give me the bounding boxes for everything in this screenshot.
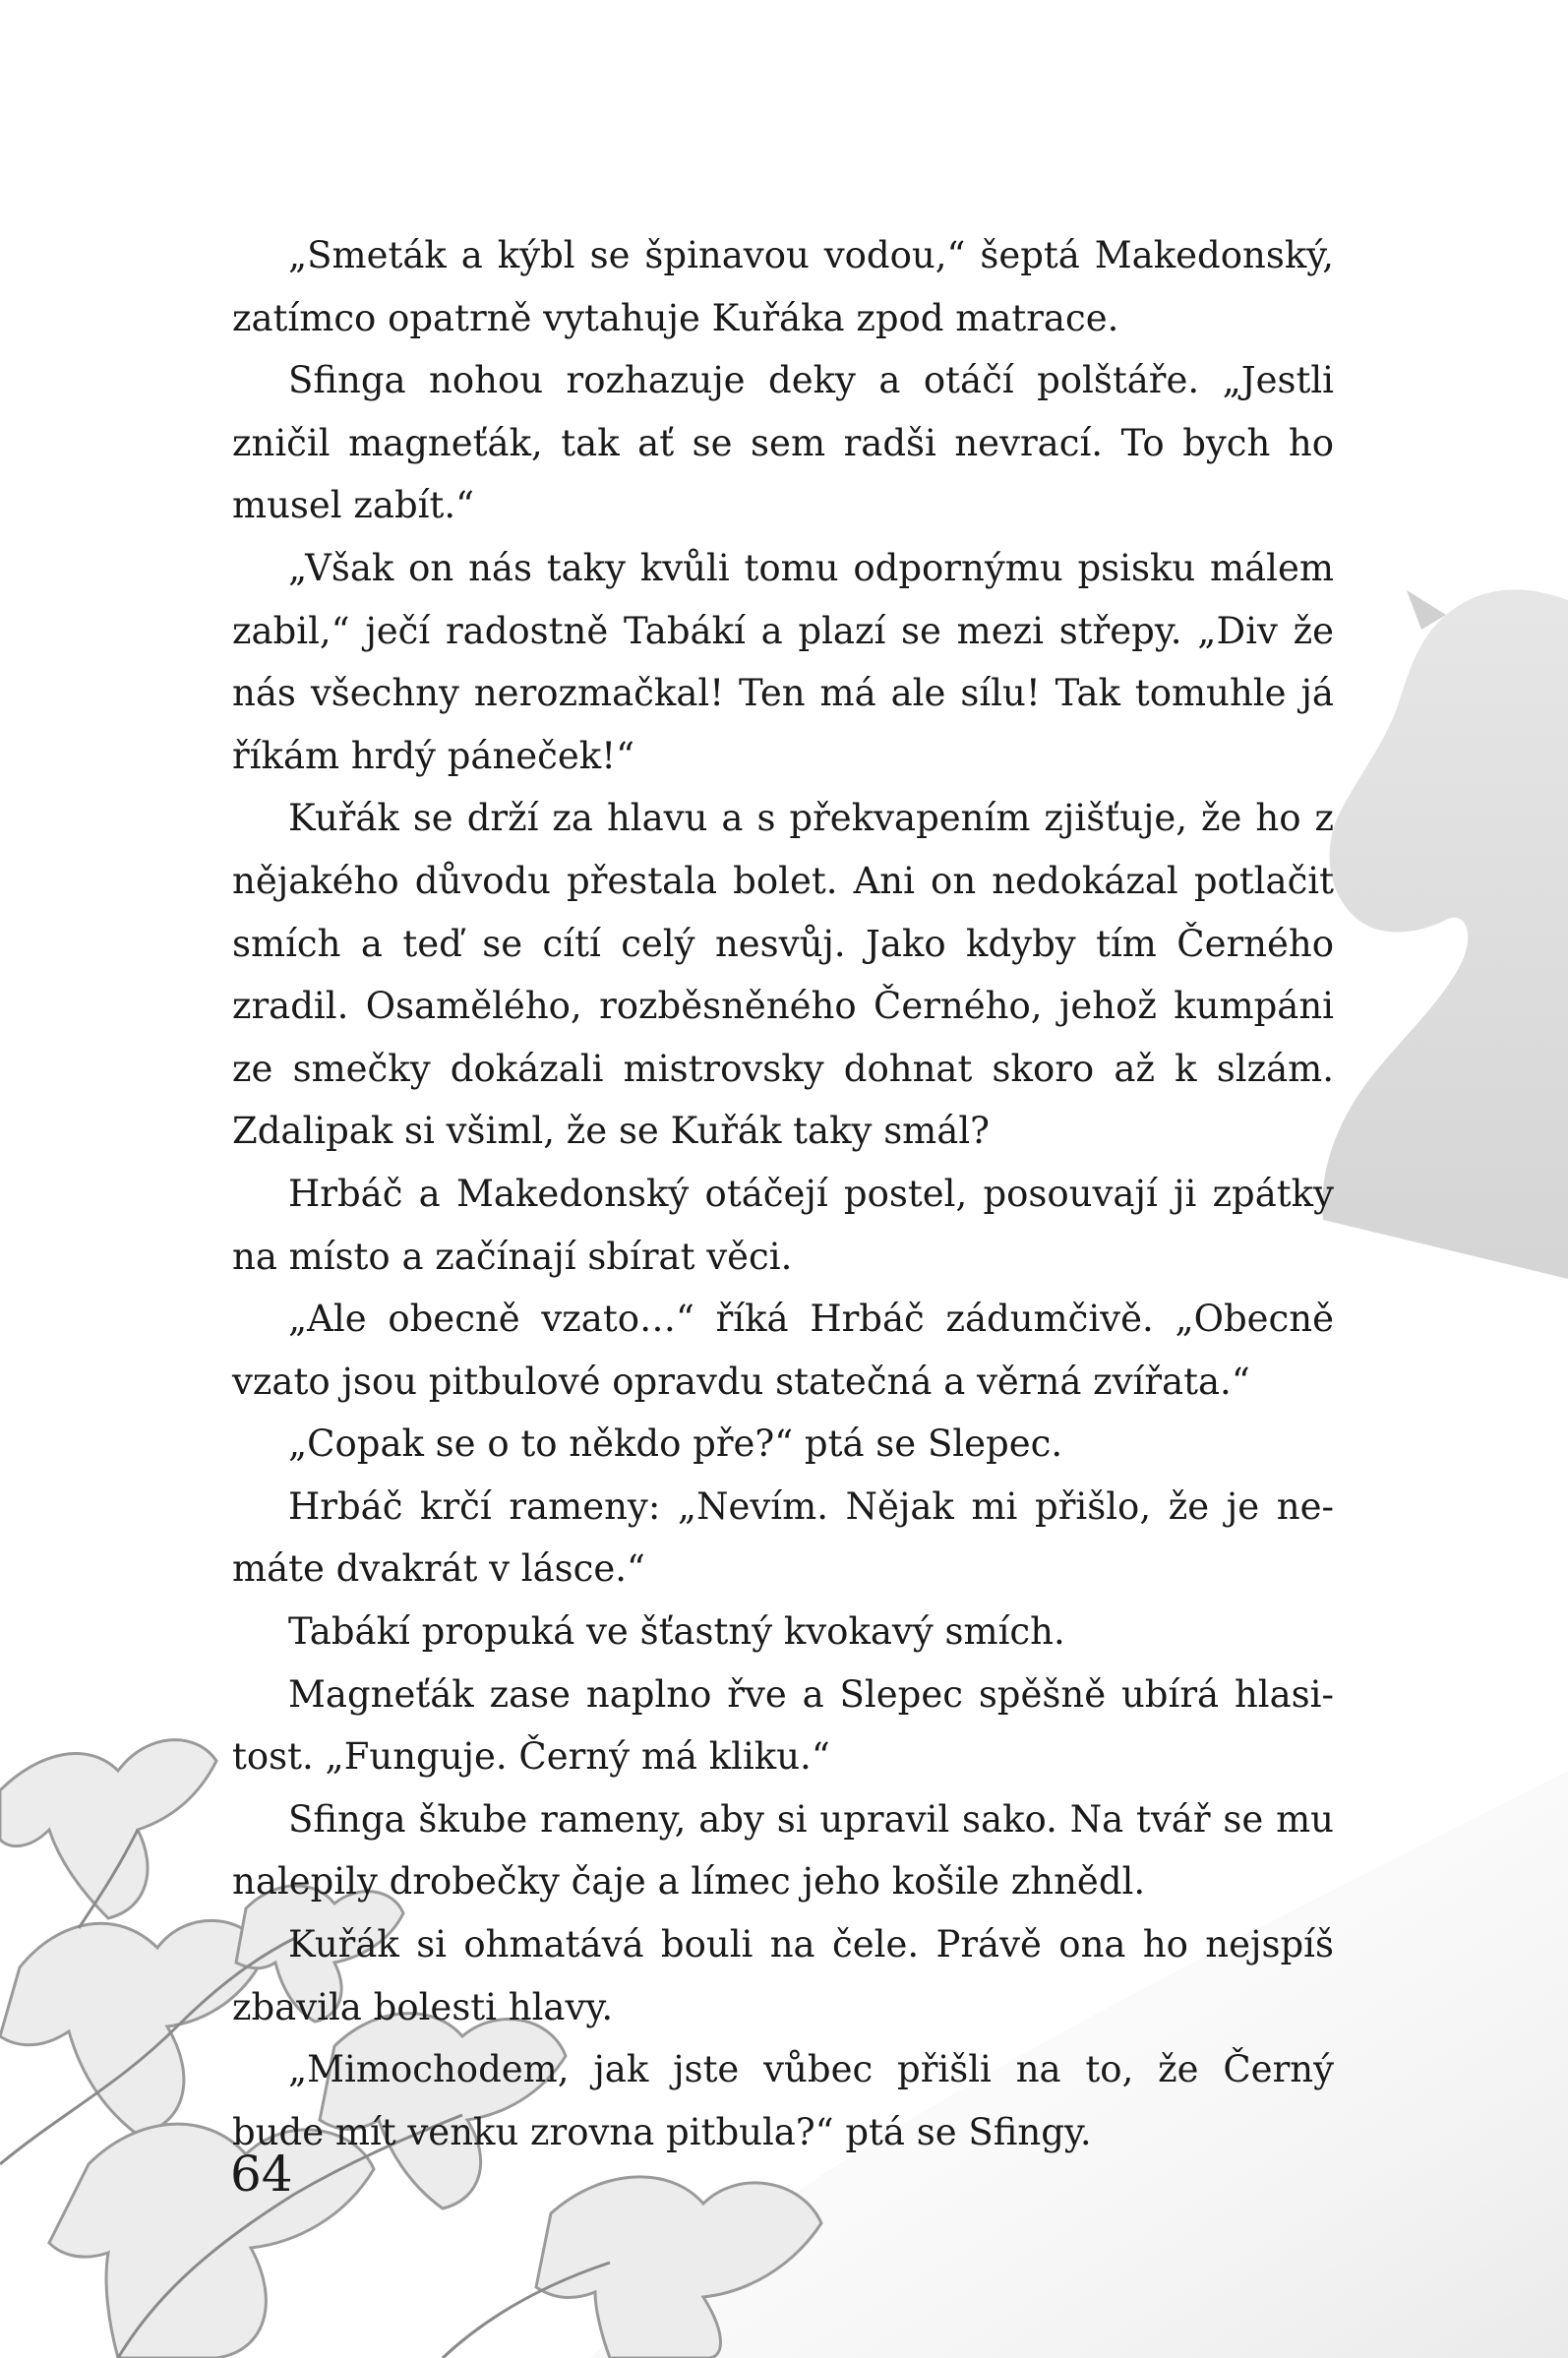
- bird-silhouette: [1322, 589, 1568, 1279]
- paragraph: „Mimochodem, jak jste vůbec přišli na to, že Černý bude mít venku zrovna pitbula?“ ptá se Sfingy.: [232, 2048, 1334, 2153]
- body-text: [232, 224, 1334, 2163]
- paragraph: „Smeták a kýbl se špinavou vodou,“ šeptá Makedonský, zatímco opatrně vytahuje Kuřáka zpod matrace.: [232, 234, 1334, 339]
- paragraph: „Ale obecně vzato…“ říká Hrbáč zádumčivě. „Obecně vzato jsou pitbulové opravdu statečná a věrná zvířata.“: [232, 1298, 1334, 1403]
- paragraph: Sfinga nohou rozhazuje deky a otáčí polštáře. „Jestli zničil magneťák, tak ať se sem radši nevrací. To bych ho musel zabít.“: [232, 359, 1334, 527]
- paragraph: Kuřák si ohmatává bouli na čele. Právě ona ho nejspíš zbavila bolesti hlavy.: [232, 1923, 1334, 2028]
- paragraph: „Copak se o to někdo pře?“ ptá se Slepec.: [288, 1422, 1063, 1466]
- paragraph: „Však on nás taky kvůli tomu odpornýmu psisku málem zabil,“ ječí radostně Tabákí a plazí se mezi střepy. „Div že nás všechny nerozmačkal! Ten má ale sílu! Tak tomuhle já říkám hrdý páneček!“: [232, 546, 1334, 777]
- paragraph: Sfinga škube rameny, aby si upravil sako. Na tvář se mu nalepily drobečky čaje a límec jeho košile zhnědl.: [232, 1797, 1334, 1904]
- paragraph: Magneťák zase naplno řve a Slepec spěšně ubírá hlasitost. „Funguje. Černý má kliku.“: [232, 1672, 1334, 1779]
- paragraph: Tabákí propuká ve šťastný kvokavý smích.: [288, 1610, 1065, 1654]
- page-number: 64: [230, 2146, 293, 2203]
- paragraph: Kuřák se drží za hlavu a s překvapením zjišťuje, že ho z nějakého důvodu přestala bolet. Ani on nedokázal potlačit smích a teď se cítí celý nesvůj. Jako kdyby tím Černého zradil. Osamělého, rozběsněného Černého, jehož kumpáni ze smečky dokázali mistrovsky dohnat skoro až k slzám. Zdalipak si všiml, že se Kuřák taky smál?: [232, 797, 1334, 1153]
- paragraph: Hrbáč a Makedonský otáčejí postel, posouvají ji zpátky na místo a začínají sbírat věci.: [232, 1172, 1334, 1278]
- paragraph: Hrbáč krčí rameny: „Nevím. Nějak mi přišlo, že je nemáte dvakrát v lásce.“: [232, 1484, 1334, 1591]
